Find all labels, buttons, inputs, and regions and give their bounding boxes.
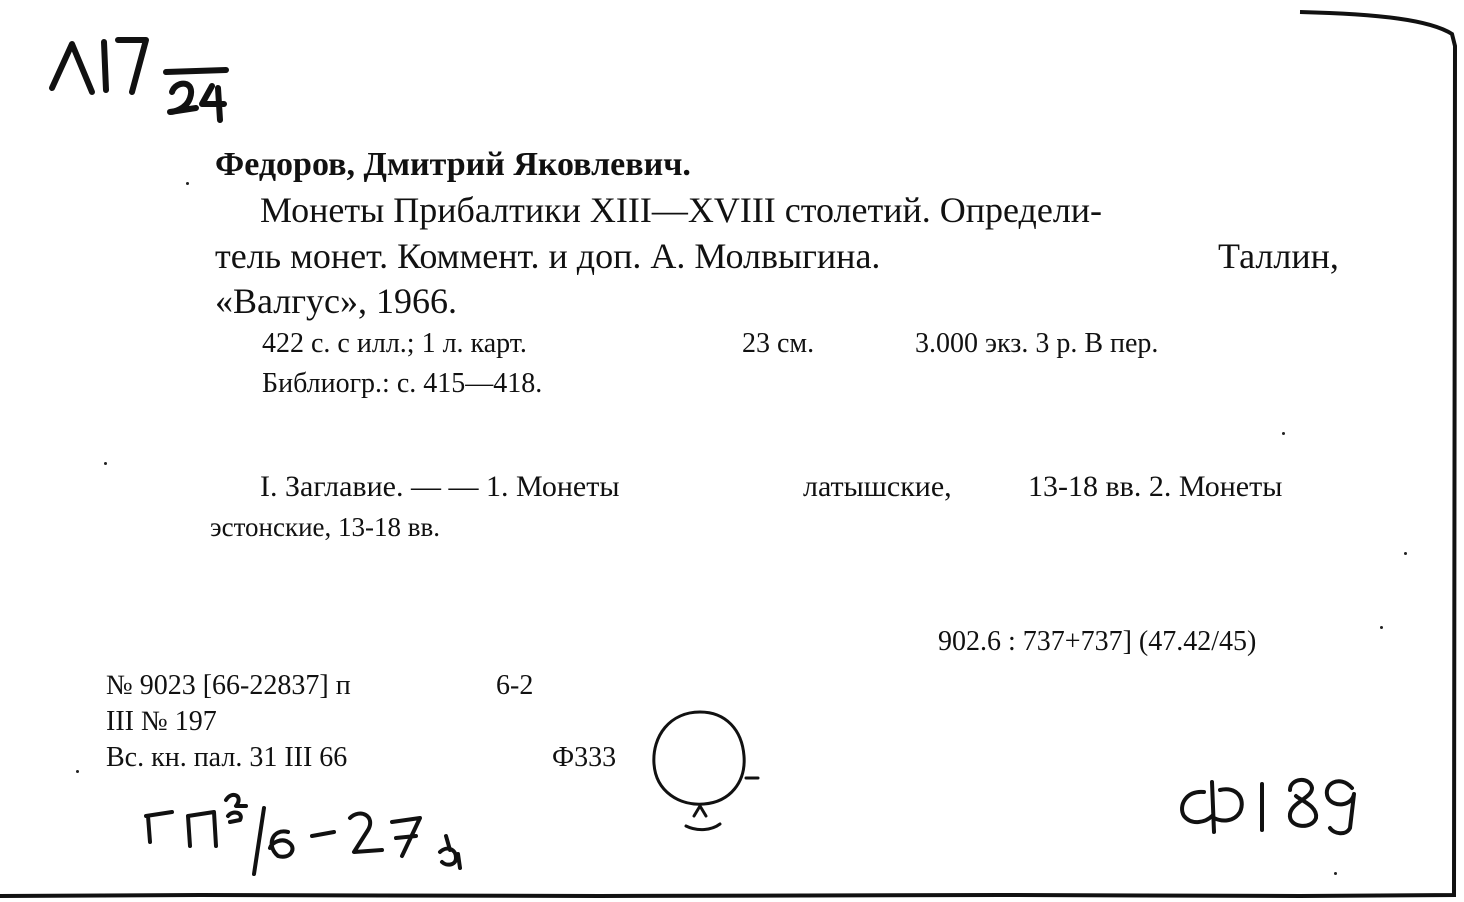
title-line-2: тель монет. Коммент. и доп. А. Молвыгина.	[215, 236, 881, 276]
physical-copies-price: 3.000 экз. 3 р. В пер.	[915, 328, 1159, 359]
scan-speck	[1334, 872, 1337, 875]
chamber-date: Вс. кн. пал. 31 III 66	[106, 742, 348, 773]
record-code: 6-2	[496, 670, 534, 701]
subject-line-1c: 13-18 вв. 2. Монеты	[1028, 470, 1283, 503]
scan-speck	[1282, 432, 1285, 435]
title-line-2-place: Таллин,	[1218, 236, 1339, 276]
chamber-code: Ф333	[552, 742, 617, 773]
scan-speck	[104, 462, 107, 465]
classification-index: 902.6 : 737+737] (47.42/45)	[938, 626, 1257, 657]
bibliography-note: Библиогр.: с. 415—418.	[262, 368, 543, 399]
scan-speck	[1380, 626, 1383, 629]
record-number: № 9023 [66-22837] п	[106, 670, 351, 701]
scan-speck	[76, 770, 79, 773]
scan-speck	[186, 182, 189, 185]
subject-line-2: эстонские, 13-18 вв.	[210, 512, 440, 542]
subject-line-1a: I. Заглавие. — — 1. Монеты	[260, 470, 620, 503]
title-line-3: «Валгус», 1966.	[215, 281, 458, 321]
subject-line-1b: латышские,	[803, 470, 952, 503]
physical-size: 23 см.	[742, 328, 815, 359]
series-number: III № 197	[106, 706, 217, 737]
physical-pages: 422 с. с илл.; 1 л. карт.	[262, 328, 527, 359]
title-line-1: Монеты Прибалтики XIII—XVIII столетий. Определи-	[260, 190, 1103, 230]
scan-speck	[1404, 552, 1407, 555]
author-heading: Федоров, Дмитрий Яковлевич.	[215, 146, 691, 183]
